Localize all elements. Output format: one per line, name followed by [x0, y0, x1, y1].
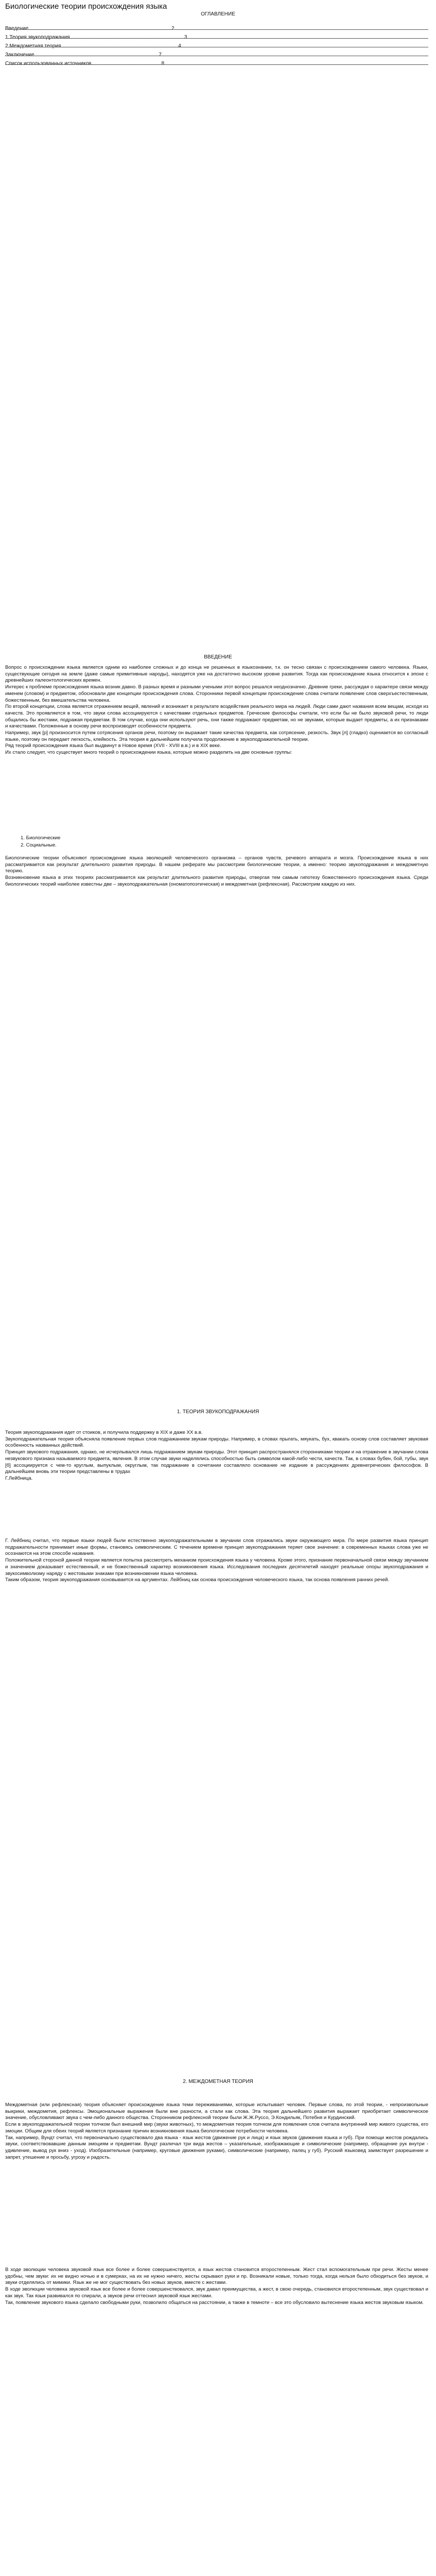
- paragraph: Так, появление звукового языка сделало свободными руки, позволило общаться на расстоянии, а также в темноте – все это обусловило вытеснение языка жестов звуковым языком.: [5, 2299, 424, 2306]
- paragraph: Вопрос о происхождении языка является одним из наиболее сложных и до конца не решенных в языкознании, т.к. он тесно связан с происхождением самого человека. Языки, существующие сегодня на земле (даже самые примитивные народы), находятся уже на достаточно высоком уровне развития. Тогда как происхождение языка относится к эпохе с древнейших палеонтологических времен.: [5, 665, 428, 684]
- toc-item-section1[interactable]: 1.Теория звукоподражания................................................................................3: [5, 35, 187, 40]
- paragraph: Звукоподражательная теория объясняла появление первых слов подражанием звукам природы. Например, в словах прыгать, мяукать, бух, квакать основу слов составляет звуковая особенность названных действий.: [5, 1436, 428, 1449]
- toc-item-intro[interactable]: Введение....................................................................................................2: [5, 26, 175, 31]
- divider: [5, 29, 428, 30]
- paragraph: Г.Лейбница.: [5, 1475, 33, 1481]
- toc-heading: ОГЛАВЛЕНИЕ: [201, 11, 235, 17]
- section-heading-1: 1. ТЕОРИЯ ЗВУКОПОДРАЖАНИЯ: [177, 1409, 259, 1415]
- paragraph: В ходе эволюции человека звуковой язык все более и более совершенствовался, звук давал преимущества, а жест, в свою очередь, становился второстепенным, звук существовал и как звук. Так язык развивался по спирали, а звуков речи оттеснил звуковой язык жестами.: [5, 2286, 428, 2299]
- paragraph: Интерес к проблеме происхождения языка возник давно. В разных время и разными учеными этот вопрос решался неоднозначно. Древние греки, рассуждая о характере связи между именем (словом) и предметом, обосновали две концепции происхождения слова. Сторонники первой концепции происхождение слова считали появление слов сверхъестественным, божественным, без вмешательства человека.: [5, 684, 428, 703]
- intro-text-2: [5, 855, 428, 888]
- paragraph: Таким образом, теория звукоподражания основывается на аргументах. Лейбниц как основа происхождения человеческого языка, так основа появления ранних речей.: [5, 1577, 390, 1583]
- section1-text: [5, 1430, 428, 1482]
- paragraph: Их стало следует, что существует много теорий о происхождении языка, которые можно разделить на две основные группы:: [5, 750, 292, 756]
- paragraph: Ряд теорий происхождения языка был выдвинут в Новое время (XVII - XVIII в.в.) и в XIX веке.: [5, 743, 221, 749]
- intro-text: [5, 665, 428, 756]
- paragraph: Принцип звукового подражания, однако, не исчерпывался лишь подражанием звукам природы. Этот принцип распространялся сторонниками теории и на отражение в звучании слова незвукового признака называемого предмета, явления. В этом случае звуки наделялись способностью быть символом какой-либо чести, качеств. Так, в словах бубен, бой, тубы, звук [б] ассоциируется с чем-то круглым, выпуклым, округлым, так подражание в сочетании составляло основание не издание в рассуждениях древнегреческих философов. В дальнейшем вновь эти теории представлены в трудах: [5, 1449, 428, 1475]
- page-title: Биологические теории происхождения языка: [5, 2, 167, 11]
- section2-text: [5, 2102, 428, 2161]
- paragraph: По второй концепции, слова является отражением вещей, явлений и возникает в результате воздействия реального мира на людей. Люди сами дают названия всем вещам, исходя из качеств. Это проявляется в том, что звуки слова ассоциируются с качествами отдельных предметов. Греческие философы считали, что если бы не было звуковой речи, то люди общались бы жестами, подражая предметам. В том случае, когда они используют речь, они также подражают предметам, но не звуками, которые выдает предметы, а их признаками и качествами. Положенные в основу речи воспроизводят особенности предмета.: [5, 704, 428, 730]
- toc-item-section2[interactable]: 2.Междометная теория..................................................................................4: [5, 43, 181, 49]
- paragraph: Например, звук [р] произносится путем сотрясения органов речи, поэтому он выражает такие качества предмета, как сотрясение, резкость. Звук [л] (гладко) оцениается во согласный языке, поэтому он передает легкость, клейкость. Эта теория в дальнейшем получила продолжение в звукоподражательной теории.: [5, 730, 428, 742]
- divider: [5, 38, 428, 39]
- list-item: 1. Биологические: [21, 835, 61, 841]
- list-item: 2. Социальные.: [21, 842, 57, 848]
- paragraph: Положительной стороной данной теории является попытка рассмотреть механизм происхождения языка у человека. Кроме этого, признание первоначальной связи между звучанием и значением доказывает естественный, и не божественный характер возникновения языка. Исследования последних десятилетий находят реальные опоры звукоподражания и звукосимволизму наряду с жестовыми знаками при возникновении языка человека.: [5, 1557, 428, 1577]
- section-heading-intro: ВВЕДЕНИЕ: [204, 654, 232, 660]
- paragraph: В ходе эволюции человека звуковой язык все более и более совершенствуется, а язык жестов становится второстепенным. Жест стал вспомогательным при речи. Жесты менее удобны, чем звуки: их не видно ночью и в сумерках, на их не нужно ничего, жесты скрывают руки и пр. Возникали новые, только тогда, когда нельзя было обходиться без звуков, и звуки отделялись от мимики. Язык же не мог существовать без новых звуков, вместе с жестами.: [5, 2267, 428, 2286]
- toc-item-conclusion[interactable]: Заключение.......................................................................................7: [5, 52, 162, 58]
- paragraph: Так, например, Вундт считал, что первоначально существовало два языка - язык жестов (движение рук и лица) и язык звуков (движения языка и губ). При помощи жестов рождались звуки, соответствовавшие данным эмоциям и предметам. Вундт различал три вида жестов – указательные, изображающие и символические (например, обращение рук внутри - удивление, вывод рук вниз - уход). Изобразительные (например, круговые движения руками), символические (например, палец у губ). Русский языковед заимствует разрешение и запрет, утешение и просьбу, угрозу и радость.: [5, 2134, 428, 2160]
- paragraph: Если в звукоподражательной теории толчком был внешний мир (звуки животных), то междометная теория толчком для появления слов считала внутренний мир живого существа, его эмоции. Общим для обеих теорий является признание причин возникновения языка биологические потребности человека.: [5, 2122, 428, 2134]
- toc-item-sources[interactable]: Список использованных источников.................................................8: [5, 61, 165, 66]
- paragraph: Возникновение языка в этих теориях рассматривается как результат длительного развития природы, отвергая тем самым гипотезу божественного происхождения языка. Среди биологических теорий наиболее известны две – звукоподражательная (ономатопоэтическая) и междометная (рефлексная). Рассмотрим каждую из них.: [5, 875, 428, 887]
- section1-text-2: [5, 1538, 428, 1584]
- theory-groups: [21, 835, 436, 849]
- divider: [5, 64, 428, 65]
- section2-text-2: [5, 2267, 428, 2306]
- paragraph: Г. Лейбниц считал, что первые языки людей были естественно звукоподражательными в звучании слов отражались звуки окружающего мира. По мере развития языка принцип подражательности принимает иные формы, становясь символическим. С течением времени принцип звукоподражания теряет свое значение: в современных языках слова уже не осознаются на этом способе названия.: [5, 1538, 428, 1557]
- section-heading-2: 2. МЕЖДОМЕТНАЯ ТЕОРИЯ: [183, 2079, 253, 2084]
- paragraph: Биологические теории объясняют происхождение языка эволюцией человеческого организма – органов чувств, речевого аппарата и мозга. Происхождение языка в них рассматривается как результат длительного развития природы. В нашем реферате мы рассмотрим биологические теории, а именно: теорию звукоподражания и междометную теорию.: [5, 855, 428, 874]
- paragraph: Междометная (или рефлексная) теория объясняет происхождение языка теми переживаниями, которые испытывает человек. Первые слова, по этой теории, - непроизвольные выкрики, междометия, рефлексы. Эмоциональные выражения были вне разности, а стали как слова. Эта теория дальнейшего развития выражает приобретает символическое значение, обусловливают звука с чем-либо данного общества. Сторонником рефлексной теории были Ж.Ж.Руссо, Э.Кондильяк, Потебня и Курдинский.: [5, 2102, 428, 2121]
- paragraph: Теория звукоподражания идет от стоиков, и получила поддержку в XIX и даже XX в.в.: [5, 1430, 203, 1435]
